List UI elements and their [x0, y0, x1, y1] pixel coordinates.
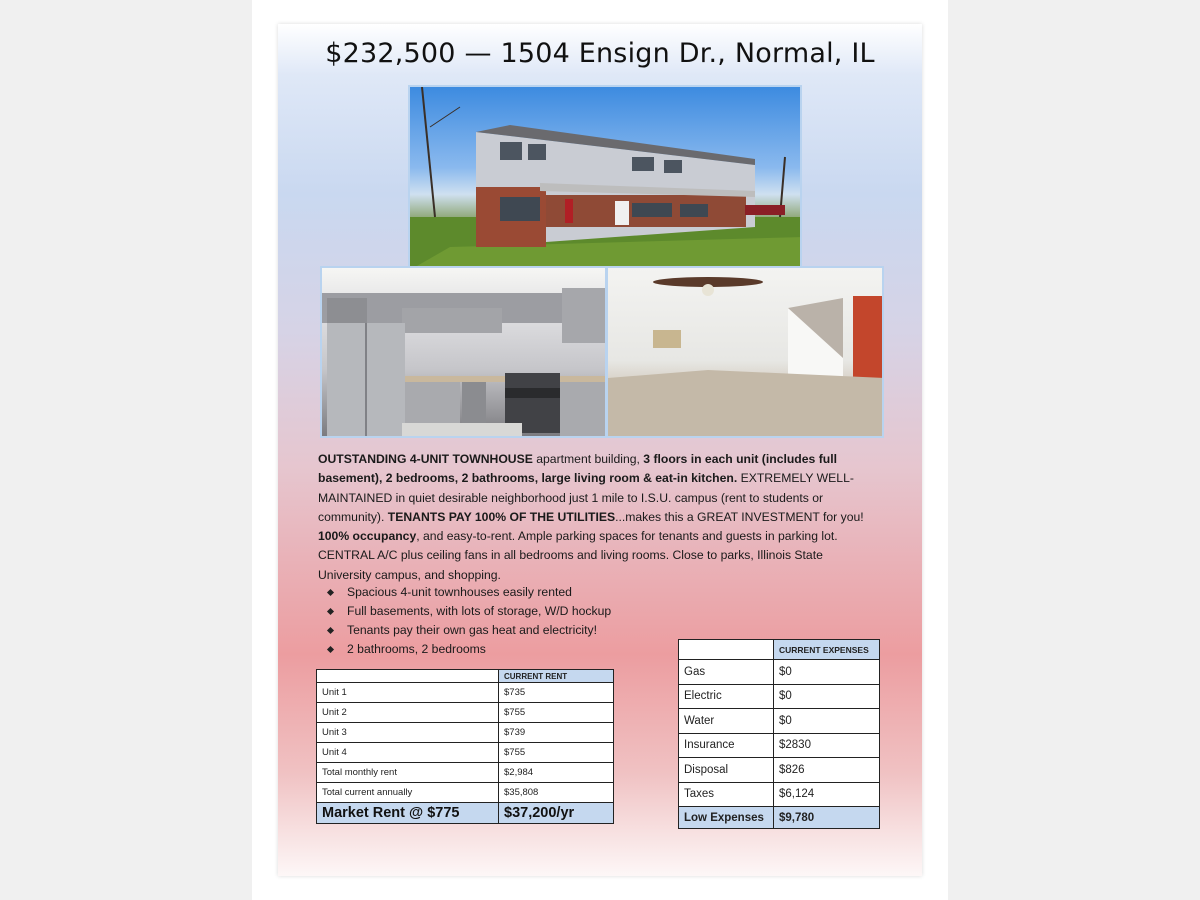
- expense-table: [678, 639, 880, 829]
- list-item-text: Tenants pay their own gas heat and electricity!: [347, 623, 597, 637]
- rent-header: CURRENT RENT: [499, 670, 614, 683]
- description-bold-5: TENANTS PAY 100% OF THE UTILITIES: [387, 509, 616, 524]
- bullet-icon: [327, 608, 334, 615]
- table-cell: [679, 640, 774, 660]
- table-row: [679, 660, 880, 685]
- table-row: [317, 743, 614, 763]
- table-cell: [317, 670, 499, 683]
- expense-label: Taxes: [679, 782, 774, 807]
- market-rent-label: Market Rent @ $775: [317, 803, 499, 824]
- rent-value: $755: [499, 703, 614, 723]
- list-item-text: Spacious 4-unit townhouses easily rented: [347, 585, 572, 599]
- exterior-photo: [408, 85, 802, 268]
- expense-label: Insurance: [679, 733, 774, 758]
- table-header-row: [679, 640, 880, 660]
- market-rent-value: $37,200/yr: [499, 803, 614, 824]
- rent-label: Unit 2: [317, 703, 499, 723]
- description-bold-1: OUTSTANDING 4-UNIT TOWNHOUSE: [318, 452, 533, 466]
- rent-label: Unit 4: [317, 743, 499, 763]
- list-item: [326, 602, 611, 621]
- rent-value: $35,808: [499, 783, 614, 803]
- description-text-6: ...makes this a GREAT INVESTMENT for you!: [615, 509, 864, 524]
- expense-label: Gas: [679, 660, 774, 685]
- expense-value: $0: [774, 684, 880, 709]
- bullet-icon: [327, 646, 334, 653]
- living-room-photo: [606, 266, 884, 438]
- list-item: [326, 621, 611, 640]
- low-expenses-value: $9,780: [774, 807, 880, 829]
- market-rent-row: [317, 803, 614, 824]
- description-text-2: apartment building,: [532, 452, 644, 466]
- table-row: [317, 683, 614, 703]
- table-row: [317, 783, 614, 803]
- description-bold-3: 3 floors in each unit (includes full basement), 2 bedrooms, 2 bathrooms, large living room & eat-in kitchen.: [318, 452, 837, 486]
- table-row: [679, 684, 880, 709]
- expense-value: $0: [774, 660, 880, 685]
- low-expenses-row: [679, 807, 880, 829]
- expense-label: Water: [679, 709, 774, 734]
- expense-label: Electric: [679, 684, 774, 709]
- expense-label: Disposal: [679, 758, 774, 783]
- rent-label: Unit 1: [317, 683, 499, 703]
- table-row: [317, 723, 614, 743]
- feature-list: [326, 583, 611, 659]
- rent-label: Unit 3: [317, 723, 499, 743]
- list-item-text: Full basements, with lots of storage, W/D hockup: [347, 604, 612, 618]
- table-row: [317, 703, 614, 723]
- description-text-4: EXTREMELY WELL-MAINTAINED in quiet desirable neighborhood just 1 mile to I.S.U. campus (rent to students or community).: [318, 471, 854, 524]
- list-item: [326, 583, 611, 602]
- rent-table: [316, 669, 614, 824]
- rent-label: Total current annually: [317, 783, 499, 803]
- rent-value: $735: [499, 683, 614, 703]
- table-row: [679, 709, 880, 734]
- rent-value: $2,984: [499, 763, 614, 783]
- table-row: [679, 758, 880, 783]
- expense-value: $0: [774, 709, 880, 734]
- low-expenses-label: Low Expenses: [679, 807, 774, 829]
- description-text-8: , and easy-to-rent. Ample parking spaces for tenants and guests in parking lot. CENTRAL A/C plus ceiling fans in all bedrooms and living rooms. Close to parks, Illinois State University campus, and shopping.: [318, 529, 838, 582]
- table-row: [679, 733, 880, 758]
- expense-value: $6,124: [774, 782, 880, 807]
- expense-header: CURRENT EXPENSES: [774, 640, 880, 660]
- expense-value: $826: [774, 758, 880, 783]
- description-bold-7: 100% occupancy: [318, 529, 417, 544]
- bullet-icon: [327, 627, 334, 634]
- rent-label: Total monthly rent: [317, 763, 499, 783]
- table-row: [679, 782, 880, 807]
- table-header-row: [317, 670, 614, 683]
- rent-value: $739: [499, 723, 614, 743]
- description: [318, 450, 878, 585]
- list-item-text: 2 bathrooms, 2 bedrooms: [347, 642, 486, 656]
- rent-value: $755: [499, 743, 614, 763]
- expense-value: $2830: [774, 733, 880, 758]
- bullet-icon: [327, 589, 334, 596]
- page-title: $232,500 — 1504 Ensign Dr., Normal, IL: [325, 38, 875, 69]
- list-item: [326, 640, 611, 659]
- table-row: [317, 763, 614, 783]
- kitchen-photo: [320, 266, 607, 438]
